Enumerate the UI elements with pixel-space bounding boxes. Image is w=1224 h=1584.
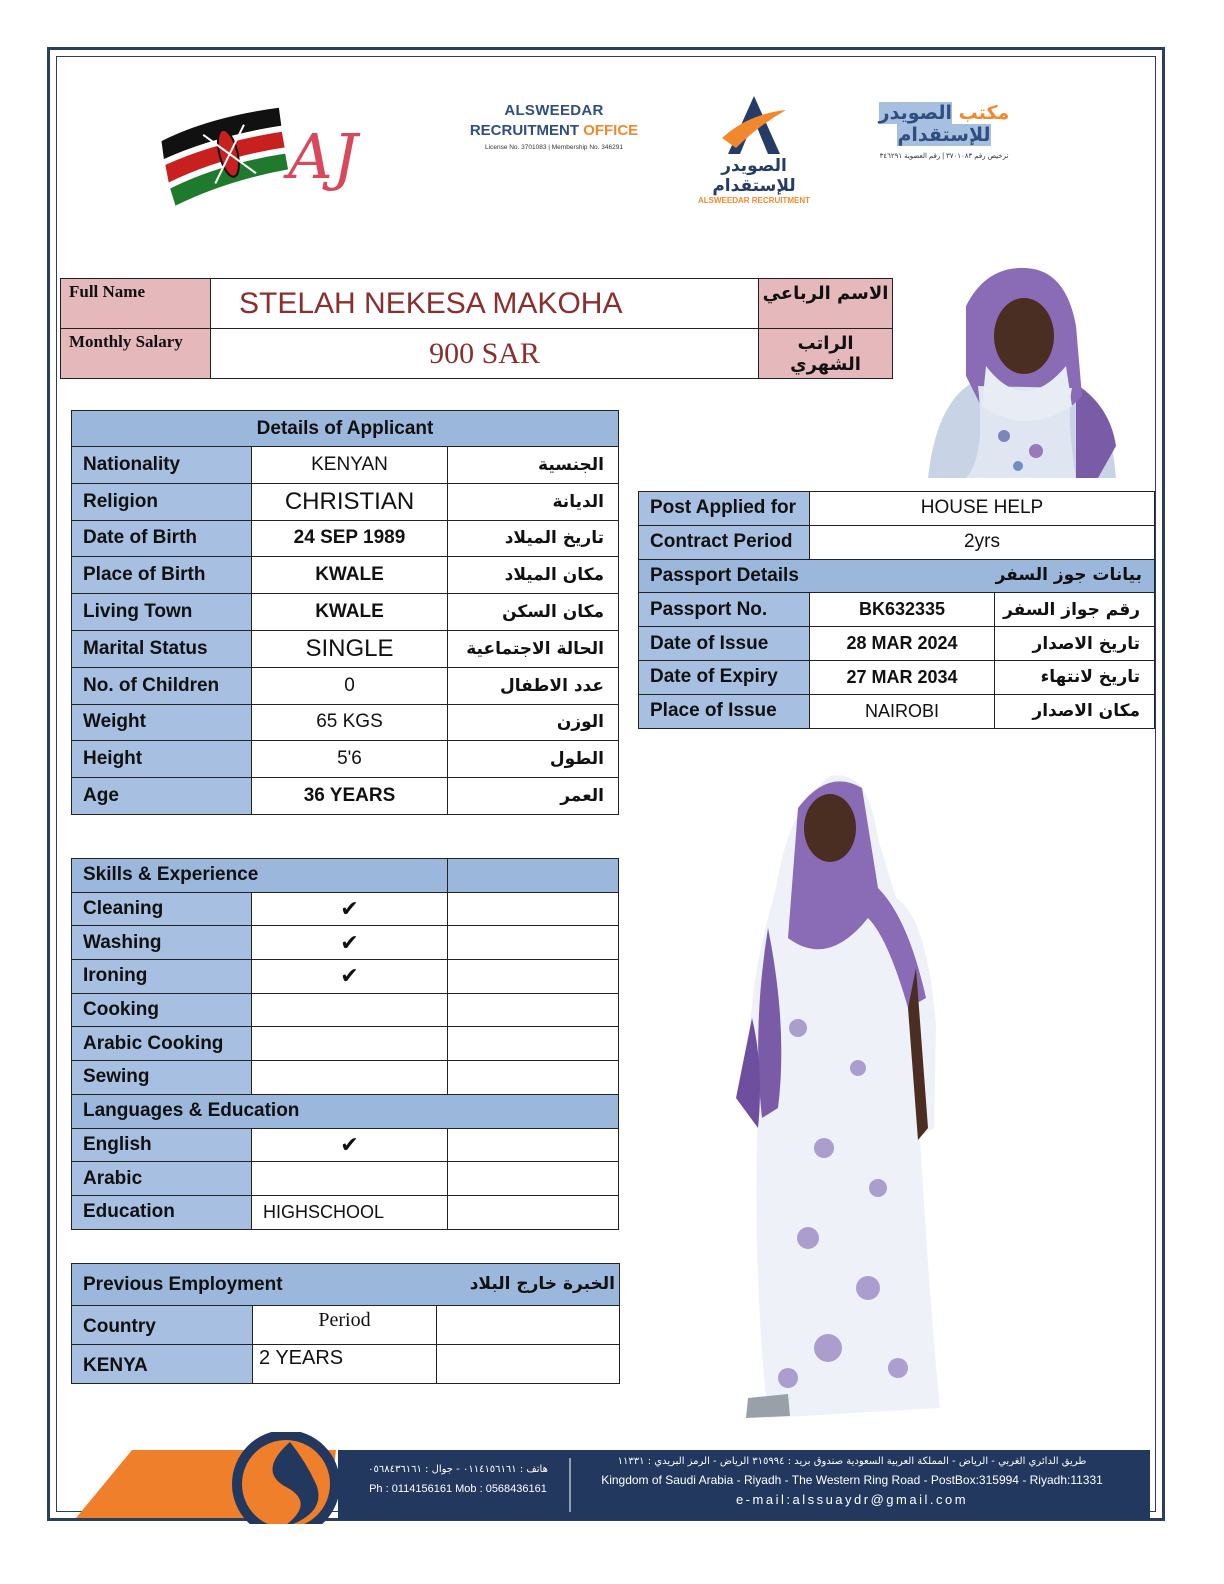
table-row <box>72 926 619 960</box>
marital-status-label: Marital Status <box>72 630 252 667</box>
living-town-value: KWALE <box>252 594 448 631</box>
birth-place-label-ar: مكان الميلاد <box>448 557 619 594</box>
post-label: Post Applied for <box>639 492 810 526</box>
nationality-label-ar: الجنسية <box>448 447 619 484</box>
previous-employment-header: Previous Employment الخبرة خارج البلاد <box>72 1264 620 1306</box>
period-label: Period <box>253 1306 437 1345</box>
country-value: KENYA <box>72 1345 253 1384</box>
nationality-value: KENYAN <box>252 447 448 484</box>
education-label: Education <box>72 1195 252 1229</box>
name-salary-table <box>60 278 893 379</box>
table-row <box>639 627 1155 661</box>
issue-date-value: 28 MAR 2024 <box>810 627 995 661</box>
applicant-portrait-photo <box>926 266 1118 478</box>
svg-text:AJ: AJ <box>288 120 358 193</box>
height-label: Height <box>72 741 252 778</box>
skill-washing-label: Washing <box>72 926 252 960</box>
issue-date-label: Date of Issue <box>639 627 810 661</box>
issue-place-label: Place of Issue <box>639 694 810 728</box>
dob-label: Date of Birth <box>72 520 252 557</box>
table-row <box>639 660 1155 694</box>
children-value: 0 <box>252 667 448 704</box>
applicant-full-body-photo <box>728 768 954 1420</box>
skill-sewing-label: Sewing <box>72 1061 252 1095</box>
issue-date-label-ar: تاريخ الاصدار <box>995 627 1155 661</box>
children-label: No. of Children <box>72 667 252 704</box>
age-label: Age <box>72 778 252 815</box>
height-value: 5'6 <box>252 741 448 778</box>
birth-place-value: KWALE <box>252 557 448 594</box>
salary-label: Monthly Salary <box>61 329 211 379</box>
table-row <box>72 1162 619 1196</box>
languages-title: Languages & Education <box>72 1094 619 1128</box>
full-name-value: STELAH NEKESA MAKOHA <box>211 279 759 329</box>
skill-cooking-value <box>252 993 448 1027</box>
table-row <box>72 704 619 741</box>
issue-place-label-ar: مكان الاصدار <box>995 694 1155 728</box>
table-row <box>639 593 1155 627</box>
dob-value: 24 SEP 1989 <box>252 520 448 557</box>
height-label-ar: الطول <box>448 741 619 778</box>
period-value: 2 YEARS <box>253 1345 437 1384</box>
skill-arabic-cooking-value <box>252 1027 448 1061</box>
contract-label: Contract Period <box>639 525 810 559</box>
table-row <box>639 559 1155 593</box>
table-row <box>72 1027 619 1061</box>
applicant-details-table <box>71 410 619 815</box>
weight-label: Weight <box>72 704 252 741</box>
religion-label: Religion <box>72 483 252 520</box>
skill-ironing-check-icon: ✔ <box>252 960 448 994</box>
skill-sewing-value <box>252 1061 448 1095</box>
education-value: HIGHSCHOOL <box>252 1195 448 1229</box>
expiry-date-label: Date of Expiry <box>639 660 810 694</box>
lang-arabic-value <box>252 1162 448 1196</box>
table-row <box>72 960 619 994</box>
office-name-arabic: مكتب الصويدر للإستقدام ترخيص رقم ٣٧٠١٠٨٣ | رقم العضوية ٣٤٦٢٩١ <box>878 102 1010 160</box>
table-row <box>72 1195 619 1229</box>
children-label-ar: عدد الاطفال <box>448 667 619 704</box>
skill-cleaning-check-icon: ✔ <box>252 892 448 926</box>
age-label-ar: العمر <box>448 778 619 815</box>
passport-no-value: BK632335 <box>810 593 995 627</box>
weight-value: 65 KGS <box>252 704 448 741</box>
lang-english-check-icon: ✔ <box>252 1128 448 1162</box>
skills-title: Skills & Experience <box>72 859 448 893</box>
table-row <box>72 1128 619 1162</box>
alsweedar-a-logo: الصويدر للإستقدام ALSWEEDAR RECRUITMENT <box>684 92 824 202</box>
table-row <box>72 993 619 1027</box>
lang-english-label: English <box>72 1128 252 1162</box>
living-town-label: Living Town <box>72 594 252 631</box>
marital-status-label-ar: الحالة الاجتماعية <box>448 630 619 667</box>
table-row <box>72 741 619 778</box>
table-row <box>72 630 619 667</box>
details-title: Details of Applicant <box>72 411 619 447</box>
table-row <box>72 557 619 594</box>
age-value: 36 YEARS <box>252 778 448 815</box>
footer-address: طريق الدائري الغربي - الرياض - المملكة العربية السعودية صندوق بريد : ٣١٥٩٩٤ الرياض - الرمز البريدي : ١١٣٣١ Kingdom of Saudi Arabia - Riyadh - The Western Ring Road - PostBox:315994 - Riyadh:11331 e-mail:alssuaydr@gmail.com <box>582 1456 1122 1507</box>
skill-ironing-label: Ironing <box>72 960 252 994</box>
table-row <box>72 1061 619 1095</box>
marital-status-value: SINGLE <box>252 630 448 667</box>
footer-email: e-mail:alssuaydr@gmail.com <box>735 1492 969 1507</box>
expiry-date-label-ar: تاريخ لانتهاء <box>995 660 1155 694</box>
post-value: HOUSE HELP <box>810 492 1155 526</box>
table-row <box>639 525 1155 559</box>
skill-washing-check-icon: ✔ <box>252 926 448 960</box>
kenya-flag-logo <box>158 88 368 206</box>
salary-value: 900 SAR <box>211 329 759 379</box>
dob-label-ar: تاريخ الميلاد <box>448 520 619 557</box>
weight-label-ar: الوزن <box>448 704 619 741</box>
country-label: Country <box>72 1306 253 1345</box>
passport-no-label-ar: رقم جواز السفر <box>995 593 1155 627</box>
office-name-english: ALSWEEDAR RECRUITMENT OFFICE License No. 3701083 | Membership No. 346291 <box>469 102 639 151</box>
religion-value: CHRISTIAN <box>252 483 448 520</box>
table-row <box>639 492 1155 526</box>
table-row <box>72 483 619 520</box>
table-row <box>72 594 619 631</box>
birth-place-label: Place of Birth <box>72 557 252 594</box>
skill-cleaning-label: Cleaning <box>72 892 252 926</box>
nationality-label: Nationality <box>72 447 252 484</box>
table-row <box>72 447 619 484</box>
post-passport-table <box>638 491 1155 729</box>
table-row <box>639 694 1155 728</box>
skill-cooking-label: Cooking <box>72 993 252 1027</box>
table-row <box>72 1345 620 1384</box>
contract-value: 2yrs <box>810 525 1155 559</box>
skills-experience-table <box>71 858 619 1230</box>
passport-no-label: Passport No. <box>639 593 810 627</box>
full-name-label: Full Name <box>61 279 211 329</box>
religion-label-ar: الديانة <box>448 483 619 520</box>
lang-arabic-label: Arabic <box>72 1162 252 1196</box>
living-town-label-ar: مكان السكن <box>448 594 619 631</box>
full-name-label-ar: الاسم الرباعي <box>759 279 893 329</box>
table-row <box>72 520 619 557</box>
issue-place-value: NAIROBI <box>810 694 995 728</box>
footer-phone: هاتف : ٠١١٤١٥٦١٦١ - جوال : ٠٥٦٨٤٣٦١٦١ Ph : 0114156161 Mob : 0568436161 <box>368 1464 548 1495</box>
passport-section-header: Passport Details بيانات جوز السفر <box>639 559 1155 593</box>
previous-employment-table <box>71 1263 620 1384</box>
table-row <box>72 778 619 815</box>
expiry-date-value: 27 MAR 2034 <box>810 660 995 694</box>
table-row <box>72 1306 620 1345</box>
table-row <box>72 892 619 926</box>
table-row <box>72 667 619 704</box>
salary-label-ar: الراتب الشهري <box>759 329 893 379</box>
skill-arabic-cooking-label: Arabic Cooking <box>72 1027 252 1061</box>
